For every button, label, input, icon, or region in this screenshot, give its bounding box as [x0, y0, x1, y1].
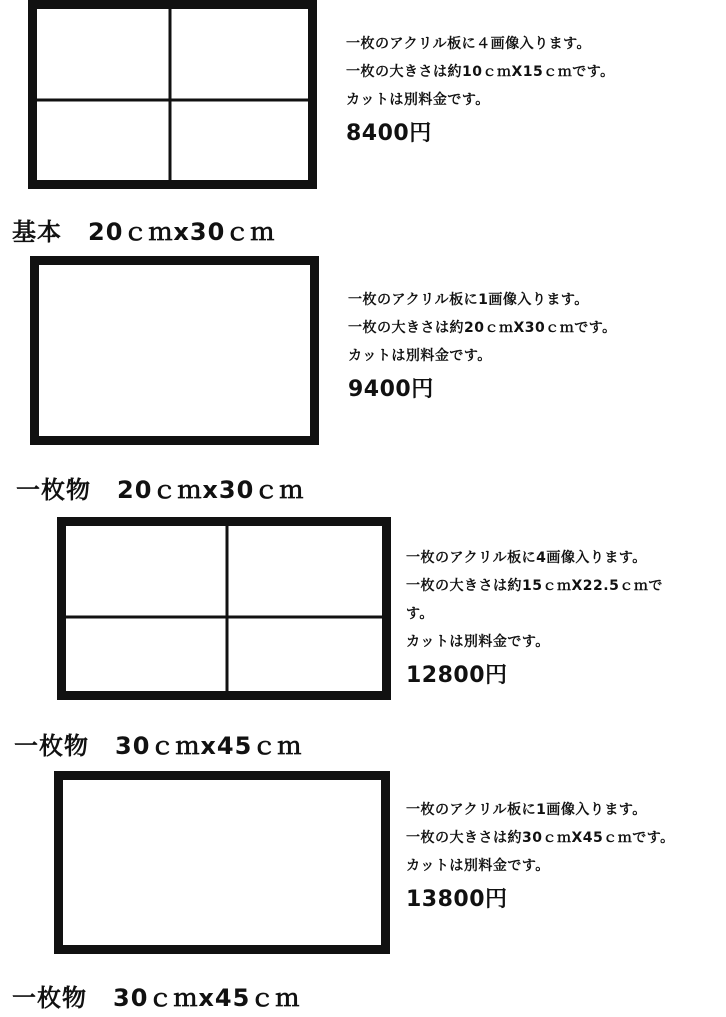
product-2-desc-line-2: 一枚の大きさは約20ｃｍX30ｃｍです。 — [348, 320, 617, 336]
product-3-desc-line-1: 一枚のアクリル板に4画像入ります。 — [406, 550, 647, 566]
product-4-dimensions: 30ｃｍx45ｃｍ — [113, 984, 301, 1012]
product-3-dimensions: 30ｃｍx45ｃｍ — [115, 732, 303, 760]
product-1-type: 基本 — [12, 218, 62, 246]
product-1-size-label — [12, 212, 275, 247]
product-1-desc-line-1: 一枚のアクリル板に４画像入ります。 — [346, 36, 591, 52]
product-4-frame — [54, 771, 390, 954]
product-2-desc-line-1: 一枚のアクリル板に1画像入ります。 — [348, 292, 589, 308]
product-4-type: 一枚物 — [12, 984, 87, 1012]
product-2-price: 9400円 — [348, 377, 434, 402]
product-3-vertical-divider — [226, 526, 229, 691]
product-4-desc-line-3: カットは別料金です。 — [406, 858, 550, 874]
product-3-horizontal-divider — [66, 615, 382, 618]
product-4-price: 13800円 — [406, 887, 508, 912]
product-4-description — [406, 796, 675, 918]
product-3-description — [406, 544, 663, 694]
product-4-size-label — [12, 978, 300, 1013]
product-3-desc-line-3: す。 — [406, 606, 434, 622]
product-1-description — [346, 30, 615, 152]
product-2-type: 一枚物 — [16, 476, 91, 504]
product-3-price: 12800円 — [406, 663, 508, 688]
product-4-desc-line-1: 一枚のアクリル板に1画像入ります。 — [406, 802, 647, 818]
product-1-dimensions: 20ｃｍx30ｃｍ — [88, 218, 276, 246]
product-3-size-label — [14, 726, 302, 761]
product-1-desc-line-2: 一枚の大きさは約10ｃｍX15ｃｍです。 — [346, 64, 615, 80]
product-2-dimensions: 20ｃｍx30ｃｍ — [117, 476, 305, 504]
product-2-frame — [30, 256, 319, 445]
product-2-size-label — [16, 470, 304, 505]
product-1-frame — [28, 0, 317, 189]
product-1-price: 8400円 — [346, 121, 432, 146]
product-1-horizontal-divider — [37, 98, 308, 101]
product-1-desc-line-3: カットは別料金です。 — [346, 92, 490, 108]
product-4-desc-line-2: 一枚の大きさは約30ｃｍX45ｃｍです。 — [406, 830, 675, 846]
product-2-desc-line-3: カットは別料金です。 — [348, 348, 492, 364]
product-3-type: 一枚物 — [14, 732, 89, 760]
product-3-desc-line-4: カットは別料金です。 — [406, 634, 550, 650]
product-1-vertical-divider — [168, 9, 171, 180]
product-3-frame — [57, 517, 391, 700]
product-2-description — [348, 286, 617, 408]
product-3-desc-line-2: 一枚の大きさは約15ｃｍX22.5ｃｍで — [406, 578, 663, 594]
